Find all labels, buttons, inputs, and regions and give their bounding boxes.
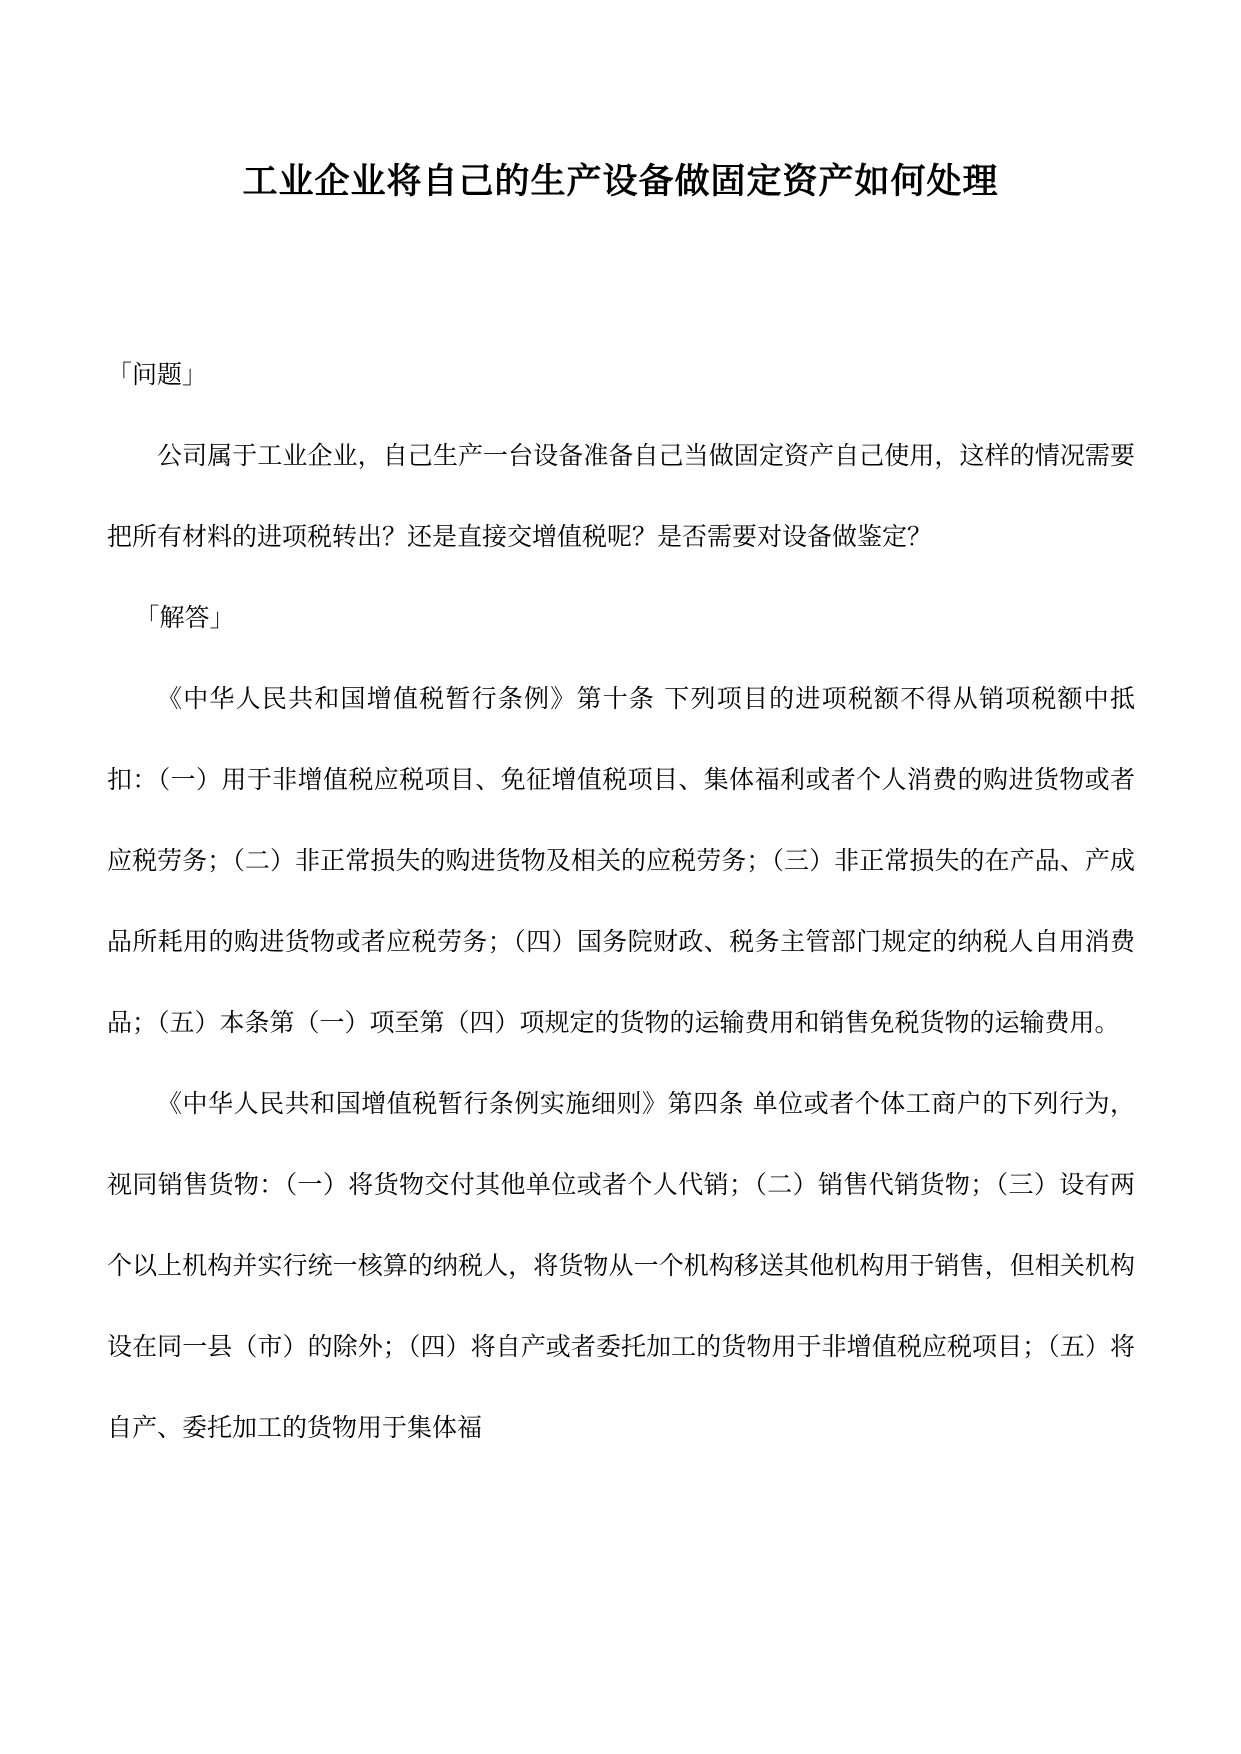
question-paragraph: 公司属于工业企业，自己生产一台设备准备自己当做固定资产自己使用，这样的情况需要把所有材料的进项税转出？还是直接交增值税呢？是否需要对设备做鉴定？ xyxy=(107,441,1135,551)
document-body xyxy=(107,334,1135,1468)
document-title: 工业企业将自己的生产设备做固定资产如何处理 xyxy=(242,162,999,202)
regulation-paragraph-1: 《中华人民共和国增值税暂行条例》第十条 下列项目的进项税额不得从销项税额中抵扣：（一）用于非增值税应税项目、免征增值税项目、集体福利或者个人消费的购进货物或者应税劳务；（二）非正常损失的购进货物及相关的应税劳务；（三）非正常损失的在产品、产成品所耗用的购进货物或者应税劳务；（四）国务院财政、税务主管部门规定的纳税人自用消费品；（五）本条第（一）项至第（四）项规定的货物的运输费用和销售免税货物的运输费用。 xyxy=(107,684,1135,1037)
regulation-paragraph-2: 《中华人民共和国增值税暂行条例实施细则》第四条 单位或者个体工商户的下列行为，视同销售货物：（一）将货物交付其他单位或者个人代销；（二）销售代销货物；（三）设有两个以上机构并实行统一核算的纳税人，将货物从一个机构移送其他机构用于销售，但相关机构设在同一县（市）的除外；（四）将自产或者委托加工的货物用于非增值税应税项目；（五）将自产、委托加工的货物用于集体福 xyxy=(107,1089,1135,1442)
question-heading: 「问题」 xyxy=(107,360,208,389)
answer-heading: 「解答」 xyxy=(134,603,235,632)
